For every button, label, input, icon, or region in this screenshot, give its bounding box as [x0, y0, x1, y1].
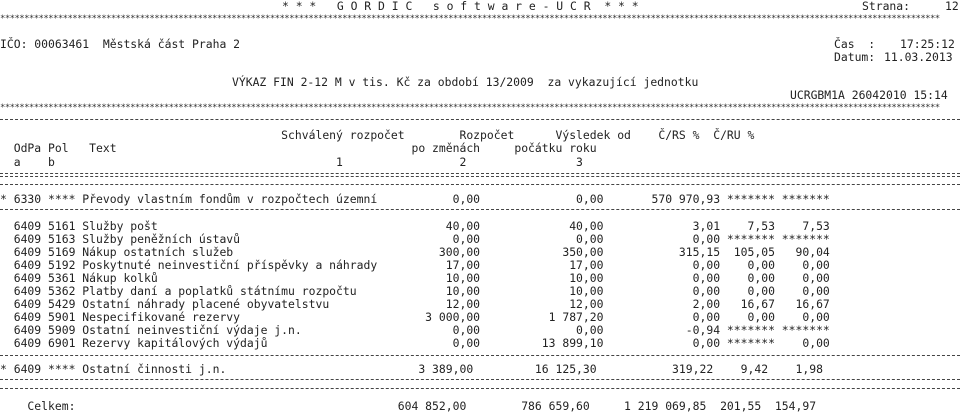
table-row: 6409 5192 Poskytnuté neinvestiční příspěvky a náhrady 17,00 17,00 0,00 0,00 0,00: [0, 258, 830, 272]
table-row: 6409 5909 Ostatní neinvestiční výdaje j.n. 0,00 0,00 -0,94 ******* *******: [0, 323, 830, 337]
page-number: 12: [945, 0, 959, 13]
time-label: Čas :: [834, 37, 876, 51]
column-header-row-3: a b 1 2 3: [0, 155, 583, 169]
table-row: 6409 5161 Služby pošt 40,00 40,00 3,01 7,53 7,53: [0, 219, 830, 233]
star-separator-header: ***************************************************************************************************************************************************************************************************: [0, 103, 940, 113]
table-row: 6409 6901 Rezervy kapitálových výdajů 0,00 13 899,10 0,00 ******* 0,00: [0, 336, 830, 350]
date-value: 11.03.2013: [884, 50, 953, 64]
rule-section-1-top: [0, 184, 960, 185]
grand-total: Celkem: 604 852,00 786 659,60 1 219 069,85 201,55 154,97: [0, 399, 817, 413]
column-header-row-2: OdPa Pol Text po změnách počátku roku: [0, 141, 597, 155]
table-row: 6409 5901 Nespecifikované rezervy 3 000,00 1 787,20 0,00 0,00 0,00: [0, 310, 830, 324]
section-total-6409: * 6409 **** Ostatní činnosti j.n. 3 389,00 16 125,30 319,22 9,42 1,98: [0, 362, 823, 376]
organization-id: IČO: 00063461 Městská část Praha 2: [0, 37, 241, 51]
column-header-row-1: Schválený rozpočet Rozpočet Výsledek od Č/RS % Č/RU %: [0, 128, 755, 142]
section-total-6330: * 6330 **** Převody vlastním fondům v rozpočtech územní 0,00 0,00 570 970,93 ******* *******: [0, 192, 830, 206]
rule-grand-total-top: [0, 388, 960, 389]
table-row: 6409 5362 Platby daní a poplatků státnímu rozpočtu 10,00 10,00 0,00 0,00 0,00: [0, 284, 830, 298]
rule-columns-bottom-1: [0, 173, 960, 174]
page-label: Strana:: [862, 0, 911, 13]
report-title: VÝKAZ FIN 2-12 M v tis. Kč za období 13/2009 za vykazující jednotku: [232, 75, 699, 89]
star-separator-top: ***************************************************************************************************************************************************************************************************: [0, 14, 940, 24]
rule-columns-bottom-2: [0, 176, 960, 177]
table-row: 6409 5163 Služby peněžních ústavů 0,00 0,00 0,00 ******* *******: [0, 232, 830, 246]
rule-section-1-bottom: [0, 209, 960, 210]
table-row: 6409 5361 Nákup kolků 10,00 10,00 0,00 0,00 0,00: [0, 271, 830, 285]
rule-section-2-top: [0, 355, 960, 356]
rule-section-2-bottom: [0, 379, 960, 380]
table-row: 6409 5169 Nákup ostatních služeb 300,00 350,00 315,15 105,05 90,04: [0, 245, 830, 259]
time-value: 17:25:12: [900, 37, 955, 51]
rule-columns-top: [0, 119, 960, 120]
report-code: UCRGBM1A 26042010 15:14: [790, 88, 948, 102]
table-row: 6409 5429 Ostatní náhrady placené obyvatelstvu 12,00 12,00 2,00 16,67 16,67: [0, 297, 830, 311]
date-label: Datum:: [834, 50, 876, 64]
software-banner: * * * G O R D I C s o f t w a r e - U C R * * *: [282, 0, 639, 13]
